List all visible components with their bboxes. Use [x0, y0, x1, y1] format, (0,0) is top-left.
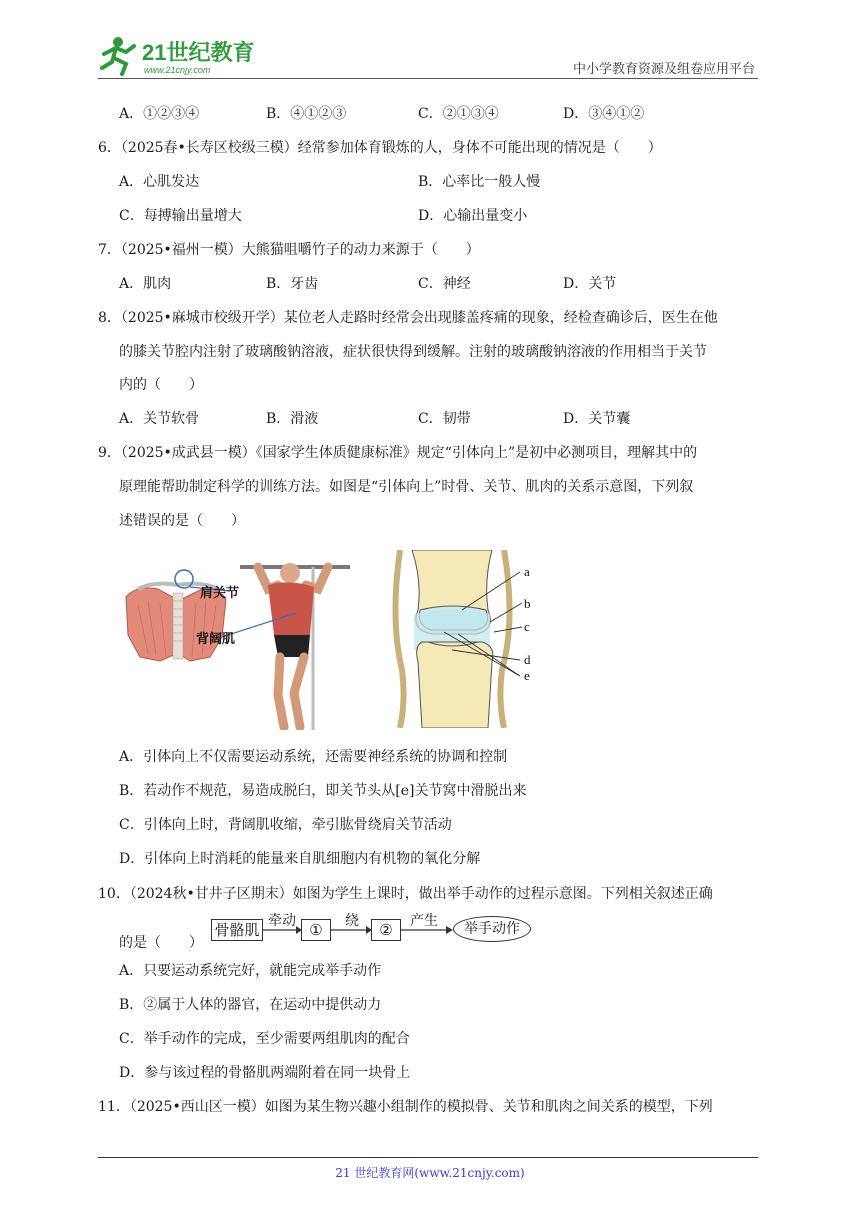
q8-option-b: B．滑液: [266, 411, 319, 427]
latissimus-label: 背阔肌: [196, 631, 236, 646]
shoulder-joint-label: 肩关节: [200, 585, 240, 600]
q10-option-b: B．②属于人体的器官，在运动中提供动力: [119, 997, 382, 1013]
q5-option-b: B．④①②③: [266, 106, 347, 122]
svg-text:21世纪教育: 21世纪教育: [142, 40, 255, 65]
label-c: c: [524, 619, 530, 634]
svg-text:www.21cnjy.com: www.21cnjy.com: [144, 65, 211, 75]
q9-stem-line-2: 原理能帮助制定科学的训练方法。如图是“引体向上”时骨、关节、肌肉的关系示意图，下列叙: [119, 479, 694, 495]
label-e: e: [524, 668, 530, 683]
knee-joint-diagram: [392, 550, 542, 728]
q7-option-b: B．牙齿: [266, 276, 319, 292]
q8-stem-line-2: 的膝关节腔内注射了玻璃酸钠溶液，症状很快得到缓解。注射的玻璃酸钠溶液的作用相当于关节: [119, 344, 707, 360]
athlete-illustration: [240, 563, 350, 730]
flow-label-produce: 产生: [410, 913, 438, 929]
q6-option-a: A．心肌发达: [119, 174, 200, 190]
q9-stem-line-3: 述错误的是（ ）: [119, 513, 245, 529]
flow-end-raise-hand: 举手动作: [453, 916, 531, 942]
q11-stem: 11．（2025•西山区一模）如图为某生物兴趣小组制作的模拟骨、关节和肌肉之间关系的模型，下列: [98, 1099, 713, 1115]
q8-option-a: A．关节软骨: [119, 411, 200, 427]
label-d: d: [524, 652, 531, 667]
q7-option-d: D．关节: [563, 276, 617, 292]
label-b: b: [524, 596, 531, 611]
header-divider: [98, 78, 758, 79]
q8-stem-line-1: 8．（2025•麻城市校级开学）某位老人走路时经常会出现膝盖疼痛的现象，经检查确诊后，医生在他: [98, 310, 718, 326]
q8-option-c: C．韧带: [418, 411, 471, 427]
flow-arrows: [260, 920, 460, 940]
q8-option-d: D．关节囊: [563, 411, 631, 427]
site-logo: [96, 34, 266, 78]
q10-stem-line-2: 的是（ ）: [119, 935, 203, 951]
q6-stem: 6．（2025春•长寿区校级三模）经常参加体育锻炼的人，身体不可能出现的情况是（ ）: [98, 140, 662, 156]
q9-option-d: D．引体向上时消耗的能量来自肌细胞内有机物的氧化分解: [119, 851, 481, 867]
q9-stem-line-1: 9．（2025•成武县一模）《国家学生体质健康标准》规定“引体向上”是初中必测项目，理解其中的: [98, 445, 698, 461]
q5-option-c: C．②①③④: [418, 106, 499, 122]
q6-option-b: B．心率比一般人慢: [418, 174, 541, 190]
q7-stem: 7．（2025•福州一模）大熊猫咀嚼竹子的动力来源于（ ）: [98, 242, 480, 258]
q7-option-c: C．神经: [418, 276, 471, 292]
runner-icon: [102, 37, 134, 74]
label-a: a: [524, 564, 530, 579]
header-platform-text: 中小学教育资源及组卷应用平台: [572, 62, 755, 77]
q5-option-a: A．①②③④: [119, 106, 200, 122]
q8-stem-line-3: 内的（ ）: [119, 377, 203, 393]
back-muscle-illustration: [126, 570, 226, 661]
q6-option-c: C．每搏输出量增大: [119, 208, 242, 224]
q7-option-a: A．肌肉: [119, 276, 172, 292]
flow-label-pull: 牵动: [268, 913, 296, 929]
footer-divider: [98, 1157, 758, 1158]
flow-label-around: 绕: [345, 913, 359, 929]
pullup-figure: [118, 545, 378, 730]
q10-option-d: D．参与该过程的骨骼肌两端附着在同一块骨上: [119, 1065, 411, 1081]
flow-box-2: ②: [371, 919, 401, 941]
q6-option-d: D．心输出量变小: [418, 208, 528, 224]
footer-link[interactable]: 21 世纪教育网(www.21cnjy.com): [335, 1166, 525, 1180]
q10-option-a: A．只要运动系统完好，就能完成举手动作: [119, 963, 382, 979]
q10-option-c: C．举手动作的完成，至少需要两组肌肉的配合: [119, 1031, 410, 1047]
q9-option-b: B．若动作不规范，易造成脱臼，即关节头从[e]关节窝中滑脱出来: [119, 783, 527, 799]
q10-stem-line-1: 10．（2024秋•甘井子区期末）如图为学生上课时，做出举手动作的过程示意图。下列相关叙述正确: [98, 886, 713, 902]
q9-option-a: A．引体向上不仅需要运动系统，还需要神经系统的协调和控制: [119, 749, 508, 765]
flow-box-skeletal-muscle: 骨骼肌: [211, 919, 263, 941]
flow-box-1: ①: [301, 919, 331, 941]
q9-option-c: C．引体向上时，背阔肌收缩，牵引肱骨绕肩关节活动: [119, 817, 452, 833]
q5-option-d: D．③④①②: [563, 106, 645, 122]
